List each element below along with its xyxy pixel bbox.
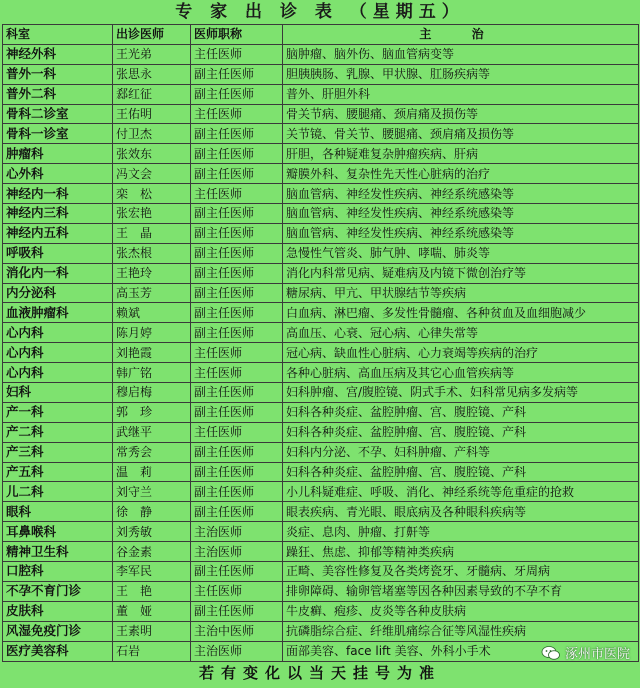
table-row — [3, 502, 639, 522]
doctor-cell: 付卫杰 — [113, 124, 191, 144]
rank-cell: 副主任医师 — [191, 303, 283, 323]
rank-cell: 副主任医师 — [191, 402, 283, 422]
table-row — [3, 204, 639, 224]
table-row — [3, 303, 639, 323]
table-row — [3, 64, 639, 84]
doctor-cell: 王 艳 — [113, 581, 191, 601]
doctor-cell: 张杰根 — [113, 243, 191, 263]
rank-cell: 副主任医师 — [191, 204, 283, 224]
specialty-cell: 骨关节病、腰腿痛、颈肩痛及损伤等 — [283, 104, 639, 124]
specialty-cell: 抗磷脂综合症、纤维肌痛综合征等风湿性疾病 — [283, 621, 639, 641]
doctor-cell: 张宏艳 — [113, 204, 191, 224]
rank-cell: 副主任医师 — [191, 323, 283, 343]
rank-cell: 副主任医师 — [191, 64, 283, 84]
table-row — [3, 442, 639, 462]
doctor-cell: 刘守兰 — [113, 482, 191, 502]
dept-cell: 消化内一科 — [3, 263, 113, 283]
doctor-cell: 张效东 — [113, 144, 191, 164]
rank-cell: 副主任医师 — [191, 502, 283, 522]
table-row — [3, 243, 639, 263]
dept-cell: 神经外科 — [3, 44, 113, 64]
table-row — [3, 343, 639, 363]
schedule-table — [2, 24, 639, 662]
table-row — [3, 562, 639, 582]
page-title: 专 家 出 诊 表 （星期五） — [175, 2, 465, 22]
specialty-cell: 脑血管病、神经发性疾病、神经系统感染等 — [283, 223, 639, 243]
table-row — [3, 164, 639, 184]
table-row — [3, 104, 639, 124]
rank-cell: 副主任医师 — [191, 462, 283, 482]
doctor-cell: 王艳玲 — [113, 263, 191, 283]
dept-cell: 耳鼻喉科 — [3, 522, 113, 542]
dept-cell: 风湿免疫门诊 — [3, 621, 113, 641]
specialty-cell: 冠心病、缺血性心脏病、心力衰竭等疾病的治疗 — [283, 343, 639, 363]
doctor-cell: 武继平 — [113, 422, 191, 442]
dept-cell: 普外二科 — [3, 84, 113, 104]
specialty-cell: 妇科各种炎症、盆腔肿瘤、宫、腹腔镜、产科 — [283, 462, 639, 482]
rank-cell: 主任医师 — [191, 363, 283, 383]
header-dept: 科室 — [3, 25, 113, 45]
dept-cell: 骨科二诊室 — [3, 104, 113, 124]
specialty-cell: 妇科各种炎症、盆腔肿瘤、宫、腹腔镜、产科 — [283, 422, 639, 442]
dept-cell: 产五科 — [3, 462, 113, 482]
doctor-cell: 王佑明 — [113, 104, 191, 124]
table-header-row — [3, 25, 639, 45]
rank-cell: 主治医师 — [191, 542, 283, 562]
doctor-cell: 石岩 — [113, 641, 191, 661]
specialty-cell: 妇科肿瘤、宫/腹腔镜、阴式手术、妇科常见病多发病等 — [283, 383, 639, 403]
rank-cell: 副主任医师 — [191, 144, 283, 164]
rank-cell: 主任医师 — [191, 343, 283, 363]
rank-cell: 副主任医师 — [191, 283, 283, 303]
specialty-cell: 炎症、息肉、肿瘤、打鼾等 — [283, 522, 639, 542]
dept-cell: 神经内三科 — [3, 204, 113, 224]
rank-cell: 副主任医师 — [191, 601, 283, 621]
rank-cell: 副主任医师 — [191, 263, 283, 283]
specialty-cell: 高血压、心衰、冠心病、心律失常等 — [283, 323, 639, 343]
specialty-cell: 脑血管病、神经发性疾病、神经系统感染等 — [283, 184, 639, 204]
table-row — [3, 542, 639, 562]
doctor-cell: 徐 静 — [113, 502, 191, 522]
specialty-cell: 牛皮癣、疱疹、皮炎等各种皮肤病 — [283, 601, 639, 621]
table-row — [3, 44, 639, 64]
table-row — [3, 601, 639, 621]
watermark-text: 涿州市医院 — [564, 647, 630, 662]
doctor-cell: 王素明 — [113, 621, 191, 641]
doctor-cell: 温 莉 — [113, 462, 191, 482]
rank-cell: 副主任医师 — [191, 223, 283, 243]
header-specialty: 主 治 — [283, 25, 639, 45]
rank-cell: 主任医师 — [191, 184, 283, 204]
table-row — [3, 144, 639, 164]
dept-cell: 血液肿瘤科 — [3, 303, 113, 323]
table-row — [3, 84, 639, 104]
dept-cell: 心内科 — [3, 343, 113, 363]
footer-note: 若有变化以当天挂号为准 — [198, 664, 441, 682]
specialty-cell: 脑血管病、神经发性疾病、神经系统感染等 — [283, 204, 639, 224]
rank-cell: 副主任医师 — [191, 442, 283, 462]
dept-cell: 呼吸科 — [3, 243, 113, 263]
rank-cell: 主治中医师 — [191, 621, 283, 641]
doctor-cell: 韩广铭 — [113, 363, 191, 383]
table-row — [3, 283, 639, 303]
rank-cell: 主任医师 — [191, 44, 283, 64]
doctor-cell: 刘艳霞 — [113, 343, 191, 363]
table-row — [3, 522, 639, 542]
dept-cell: 心内科 — [3, 363, 113, 383]
specialty-cell: 白血病、淋巴瘤、多发性骨髓瘤、各种贫血及血细胞减少 — [283, 303, 639, 323]
table-row — [3, 223, 639, 243]
doctor-cell: 栾 松 — [113, 184, 191, 204]
doctor-cell: 郭 珍 — [113, 402, 191, 422]
rank-cell: 副主任医师 — [191, 482, 283, 502]
rank-cell: 副主任医师 — [191, 383, 283, 403]
dept-cell: 普外一科 — [3, 64, 113, 84]
header-rank: 医师职称 — [191, 25, 283, 45]
specialty-cell: 眼表疾病、青光眼、眼底病及各种眼科疾病等 — [283, 502, 639, 522]
doctor-cell: 李军民 — [113, 562, 191, 582]
table-row — [3, 581, 639, 601]
doctor-cell: 陈月婷 — [113, 323, 191, 343]
rank-cell: 主治医师 — [191, 641, 283, 661]
table-row — [3, 621, 639, 641]
table-row — [3, 184, 639, 204]
specialty-cell: 糖尿病、甲亢、甲状腺结节等疾病 — [283, 283, 639, 303]
rank-cell: 主任医师 — [191, 104, 283, 124]
specialty-cell: 急慢性气管炎、肺气肿、哮喘、肺炎等 — [283, 243, 639, 263]
dept-cell: 妇科 — [3, 383, 113, 403]
specialty-cell: 正畸、美容性修复及各类烤瓷牙、牙髓病、牙周病 — [283, 562, 639, 582]
rank-cell: 主任医师 — [191, 581, 283, 601]
dept-cell: 产三科 — [3, 442, 113, 462]
rank-cell: 副主任医师 — [191, 124, 283, 144]
specialty-cell: 面部美容、face lift 美容、外科小手术 — [283, 641, 639, 661]
doctor-cell: 刘秀敏 — [113, 522, 191, 542]
doctor-cell: 冯文会 — [113, 164, 191, 184]
dept-cell: 医疗美容科 — [3, 641, 113, 661]
dept-cell: 口腔科 — [3, 562, 113, 582]
doctor-cell: 张思永 — [113, 64, 191, 84]
table-row — [3, 363, 639, 383]
specialty-cell: 妇科各种炎症、盆腔肿瘤、宫、腹腔镜、产科 — [283, 402, 639, 422]
specialty-cell: 普外、肝胆外科 — [283, 84, 639, 104]
specialty-cell: 肝胆，各种疑难复杂肿瘤疾病、肝病 — [283, 144, 639, 164]
dept-cell: 神经内五科 — [3, 223, 113, 243]
dept-cell: 不孕不育门诊 — [3, 581, 113, 601]
dept-cell: 心内科 — [3, 323, 113, 343]
doctor-cell: 谷金素 — [113, 542, 191, 562]
dept-cell: 儿二科 — [3, 482, 113, 502]
rank-cell: 副主任医师 — [191, 562, 283, 582]
dept-cell: 肿瘤科 — [3, 144, 113, 164]
specialty-cell: 胆胰胰肠、乳腺、甲状腺、肛肠疾病等 — [283, 64, 639, 84]
doctor-cell: 高玉芳 — [113, 283, 191, 303]
dept-cell: 精神卫生科 — [3, 542, 113, 562]
dept-cell: 心外科 — [3, 164, 113, 184]
doctor-cell: 王 晶 — [113, 223, 191, 243]
doctor-cell: 王光弟 — [113, 44, 191, 64]
doctor-cell: 赖斌 — [113, 303, 191, 323]
specialty-cell: 躁狂、焦虑、抑郁等精神类疾病 — [283, 542, 639, 562]
header-doctor: 出诊医师 — [113, 25, 191, 45]
rank-cell: 副主任医师 — [191, 164, 283, 184]
table-row — [3, 422, 639, 442]
specialty-cell: 关节镜、骨关节、腰腿痛、颈肩痛及损伤等 — [283, 124, 639, 144]
dept-cell: 神经内一科 — [3, 184, 113, 204]
specialty-cell: 排卵障碍、输卵管堵塞等因各种因素导致的不孕不育 — [283, 581, 639, 601]
doctor-cell: 穆启梅 — [113, 383, 191, 403]
specialty-cell: 脑肿瘤、脑外伤、脑血管病变等 — [283, 44, 639, 64]
doctor-cell: 常秀会 — [113, 442, 191, 462]
dept-cell: 皮肤科 — [3, 601, 113, 621]
doctor-cell: 郄红征 — [113, 84, 191, 104]
table-row — [3, 124, 639, 144]
specialty-cell: 小儿科疑难症、呼吸、消化、神经系统等危重症的抢救 — [283, 482, 639, 502]
wechat-icon — [541, 645, 561, 661]
table-row — [3, 462, 639, 482]
dept-cell: 内分泌科 — [3, 283, 113, 303]
rank-cell: 副主任医师 — [191, 84, 283, 104]
specialty-cell: 妇科内分泌、不孕、妇科肿瘤、产科等 — [283, 442, 639, 462]
dept-cell: 骨科一诊室 — [3, 124, 113, 144]
table-row — [3, 402, 639, 422]
specialty-cell: 消化内科常见病、疑难病及内镜下微创治疗等 — [283, 263, 639, 283]
table-row — [3, 482, 639, 502]
specialty-cell: 各种心脏病、高血压病及其它心血管疾病等 — [283, 363, 639, 383]
specialty-cell: 瓣膜外科、复杂性先天性心脏病的治疗 — [283, 164, 639, 184]
dept-cell: 产二科 — [3, 422, 113, 442]
doctor-cell: 董 娅 — [113, 601, 191, 621]
rank-cell: 主治医师 — [191, 522, 283, 542]
dept-cell: 眼科 — [3, 502, 113, 522]
rank-cell: 主任医师 — [191, 422, 283, 442]
dept-cell: 产一科 — [3, 402, 113, 422]
rank-cell: 副主任医师 — [191, 243, 283, 263]
table-row — [3, 263, 639, 283]
watermark — [541, 643, 630, 662]
table-row — [3, 383, 639, 403]
table-row — [3, 323, 639, 343]
